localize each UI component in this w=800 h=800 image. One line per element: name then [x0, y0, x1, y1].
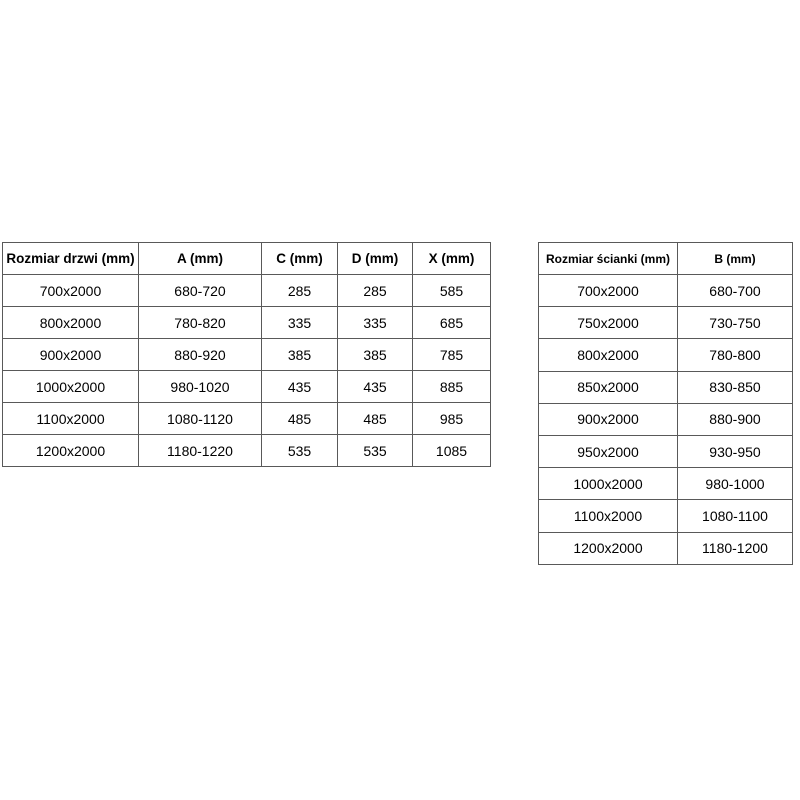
column-header: Rozmiar ścianki (mm)	[539, 243, 678, 275]
table-cell: 780-820	[139, 307, 262, 339]
table-cell: 985	[413, 403, 491, 435]
table-cell: 335	[262, 307, 338, 339]
table-cell: 880-920	[139, 339, 262, 371]
table-row	[539, 435, 793, 467]
table-row	[539, 403, 793, 435]
table-cell: 850x2000	[539, 371, 678, 403]
doors-table-body	[3, 275, 491, 467]
table-cell: 385	[262, 339, 338, 371]
table-cell: 1200x2000	[3, 435, 139, 467]
table-cell: 485	[262, 403, 338, 435]
wall-table-body	[539, 275, 793, 565]
table-cell: 900x2000	[539, 403, 678, 435]
table-row	[3, 371, 491, 403]
table-cell: 900x2000	[3, 339, 139, 371]
table-cell: 1080-1120	[139, 403, 262, 435]
table-row	[3, 307, 491, 339]
table-cell: 785	[413, 339, 491, 371]
table-cell: 1085	[413, 435, 491, 467]
table-cell: 830-850	[678, 371, 793, 403]
table-row	[539, 532, 793, 564]
table-cell: 1000x2000	[539, 468, 678, 500]
table-cell: 1100x2000	[539, 500, 678, 532]
column-header: C (mm)	[262, 243, 338, 275]
table-cell: 1080-1100	[678, 500, 793, 532]
table-row	[539, 275, 793, 307]
column-header: A (mm)	[139, 243, 262, 275]
column-header: Rozmiar drzwi (mm)	[3, 243, 139, 275]
table-cell: 1180-1220	[139, 435, 262, 467]
table-cell: 700x2000	[539, 275, 678, 307]
table-cell: 385	[338, 339, 413, 371]
table-cell: 485	[338, 403, 413, 435]
table-row	[539, 339, 793, 371]
table-cell: 435	[338, 371, 413, 403]
table-row	[539, 371, 793, 403]
table-cell: 1200x2000	[539, 532, 678, 564]
table-cell: 930-950	[678, 435, 793, 467]
table-cell: 680-700	[678, 275, 793, 307]
table-cell: 535	[262, 435, 338, 467]
column-header: X (mm)	[413, 243, 491, 275]
column-header: B (mm)	[678, 243, 793, 275]
table-cell: 980-1020	[139, 371, 262, 403]
doors-table-head	[3, 243, 491, 275]
table-cell: 750x2000	[539, 307, 678, 339]
table-cell: 700x2000	[3, 275, 139, 307]
table-cell: 950x2000	[539, 435, 678, 467]
table-cell: 800x2000	[3, 307, 139, 339]
table-cell: 980-1000	[678, 468, 793, 500]
door-sizes-table	[2, 242, 491, 467]
table-row	[539, 307, 793, 339]
table-cell: 435	[262, 371, 338, 403]
table-cell: 585	[413, 275, 491, 307]
table-cell: 285	[338, 275, 413, 307]
wall-panel-sizes-table	[538, 242, 793, 565]
table-row	[3, 275, 491, 307]
table-cell: 800x2000	[539, 339, 678, 371]
table-row	[3, 435, 491, 467]
column-header: D (mm)	[338, 243, 413, 275]
table-cell: 780-800	[678, 339, 793, 371]
table-row	[3, 403, 491, 435]
table-row	[539, 468, 793, 500]
table-cell: 285	[262, 275, 338, 307]
table-cell: 880-900	[678, 403, 793, 435]
table-cell: 1180-1200	[678, 532, 793, 564]
doors-table-header-row	[3, 243, 491, 275]
table-cell: 685	[413, 307, 491, 339]
table-cell: 535	[338, 435, 413, 467]
table-cell: 680-720	[139, 275, 262, 307]
table-cell: 730-750	[678, 307, 793, 339]
wall-table-header-row	[539, 243, 793, 275]
table-cell: 885	[413, 371, 491, 403]
table-cell: 1100x2000	[3, 403, 139, 435]
table-row	[3, 339, 491, 371]
table-cell: 335	[338, 307, 413, 339]
table-cell: 1000x2000	[3, 371, 139, 403]
wall-table-head	[539, 243, 793, 275]
table-row	[539, 500, 793, 532]
